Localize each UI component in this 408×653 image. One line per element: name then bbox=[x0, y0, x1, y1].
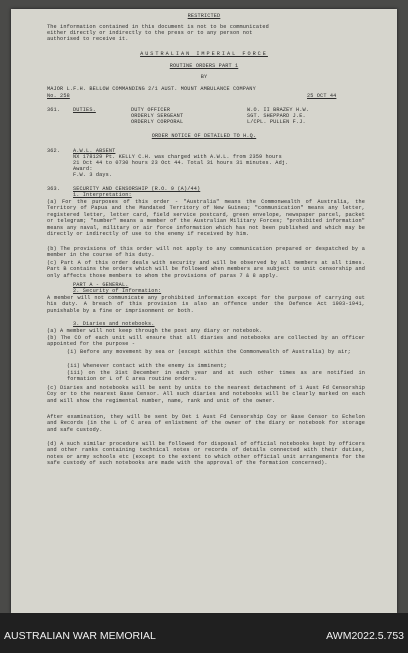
para-3b: (b) The CO of each unit will ensure that all diaries and notebooks are collected by an officer appointed for the purpose - bbox=[47, 335, 365, 348]
para-1c: (c) Part A of this order deals with security and will be observed by all members at all times. Part B contains the orders which will be followed when members are subject to unit censorship and only affects those members to whom the provisions of paras 7 & 8 apply. bbox=[47, 260, 365, 279]
duty-role-3: ORDERLY CORPORAL bbox=[131, 119, 184, 125]
para-1a: (a) For the purposes of this order - "Australia" means the Commonwealth of Australia, the Territory of Papua and the Mandated Territory of New Guinea; "communication" means any letter, registered letter, letter card, field service postcard, green envelope, newspaper parcel, packet or telegram; "number" means a member of the Australian Military Forces; "prohibited information" means any naval, military or air force information which has not been published and which may be directly or indirectly of use to the enemy if received by him. bbox=[47, 199, 365, 238]
para-3c: (c) Diaries and notebooks will be sent by units to the nearest detachment of 1 Aust Fd Censorship Coy or to the nearest Base Censor. All such diaries and notebooks will be clearly marked on each and will show the regimental number, name, rank and unit of the owner. bbox=[47, 385, 365, 404]
diaries-heading: 3. Diaries and notebooks. bbox=[73, 321, 155, 327]
part-a-heading: PART A - GENERAL. bbox=[73, 282, 129, 288]
footer-reference: AWM2022.5.753 bbox=[326, 630, 404, 642]
duty-name-1: W.O. II BRAZEY H.W. bbox=[247, 107, 309, 113]
para-3iii: (iii) on the 31st December in each year and at such other times as are notified in formation or L of C area routine orders. bbox=[67, 370, 365, 383]
para-3i: (i) Before any movement by sea or (except within the Commonwealth of Australia) by air; bbox=[67, 349, 351, 355]
footer-institution: AUSTRALIAN WAR MEMORIAL bbox=[4, 630, 156, 642]
security-number: 363. bbox=[47, 186, 61, 192]
orders-heading: ROUTINE ORDERS PART 1 bbox=[169, 63, 239, 69]
para-3d: After examination, they will be sent by Det 1 Aust Fd Censorship Coy or Base Censor to Echelon and Records (in the L of C area of enlistment of the owner of the diary or notebook for storage and safe custody. bbox=[47, 414, 365, 433]
awl-title: A.W.L. ABSENT bbox=[73, 148, 116, 154]
duty-name-3: L/CPL. PULLEN F.J. bbox=[247, 119, 306, 125]
para-2: A member will not communicate any prohibited information except for the purpose of carrying out his duty. A breach of this provision is also an offence under the Defence Act 1903-1941, punishable by a fine or imprisonment or both. bbox=[47, 295, 365, 314]
awl-line-3: Award: bbox=[73, 166, 93, 172]
force-heading: AUSTRALIAN IMPERIAL FORCE bbox=[140, 51, 268, 57]
order-number: No. 258 bbox=[47, 93, 70, 99]
para-3e: (d) A such similar procedure will be followed for disposal of official notebooks kept by officers and other ranks containing technical notes or records of details connected with their duties, notes or army schools etc (except to the extent to which other official unit arrangements for the safe custody of such notebooks are made with the approval of the formation concerned). bbox=[47, 441, 365, 467]
restricted-heading: RESTRICTED bbox=[187, 13, 221, 19]
duties-title: DUTIES. bbox=[73, 107, 96, 113]
duty-role-1: DUTY OFFICER bbox=[131, 107, 171, 113]
caveat-line-3: authorised to receive it. bbox=[47, 36, 129, 42]
document-page bbox=[11, 9, 397, 613]
duty-role-2: ORDERLY SERGEANT bbox=[131, 113, 184, 119]
officer-line: MAJOR L.F.H. BELLOW COMMANDING 2/1 AUST. MOUNT AMBULANCE COMPANY bbox=[47, 86, 256, 92]
caveat-line-2: either directly or indirectly to the press or to any person not bbox=[47, 30, 253, 36]
order-date: 25 OCT 44 bbox=[307, 93, 337, 99]
caveat-line-1: The information contained in this document is not to be communicated bbox=[47, 24, 269, 30]
by-heading: BY bbox=[200, 74, 208, 80]
duty-name-2: SGT. SHEPPARD J.E. bbox=[247, 113, 306, 119]
para-1b: (b) The provisions of this order will not apply to any communication prepared or despatched by a member in the course of his duty. bbox=[47, 246, 365, 259]
duties-number: 361. bbox=[47, 107, 61, 113]
para-3a: (a) A member will not keep through the post any diary or notebook. bbox=[47, 328, 263, 334]
document-text bbox=[11, 9, 397, 613]
part2-heading: ORDER NOTICE OF DETAILED TO H.Q. bbox=[151, 133, 257, 139]
awl-line-2: 21 Oct 44 to 0730 hours 23 Oct 44. Total 31 hours 31 minutes. Adj. bbox=[73, 160, 289, 166]
awl-line-4: F.W. 3 days. bbox=[73, 172, 113, 178]
archive-footer bbox=[0, 613, 408, 653]
awl-line-1: NX 178129 Pt. KELLY C.H. was charged with A.W.L. from 2359 hours bbox=[73, 154, 282, 160]
awl-number: 362. bbox=[47, 148, 61, 154]
security-info-heading: 2. Security of Information: bbox=[73, 288, 162, 294]
security-title: SECURITY AND CENSORSHIP (R.O. 9 (A)/44) bbox=[73, 186, 201, 192]
interpretation-heading: 1. Interpretation: bbox=[73, 192, 132, 198]
para-3ii: (ii) Whenever contact with the enemy is imminent; bbox=[67, 363, 227, 369]
